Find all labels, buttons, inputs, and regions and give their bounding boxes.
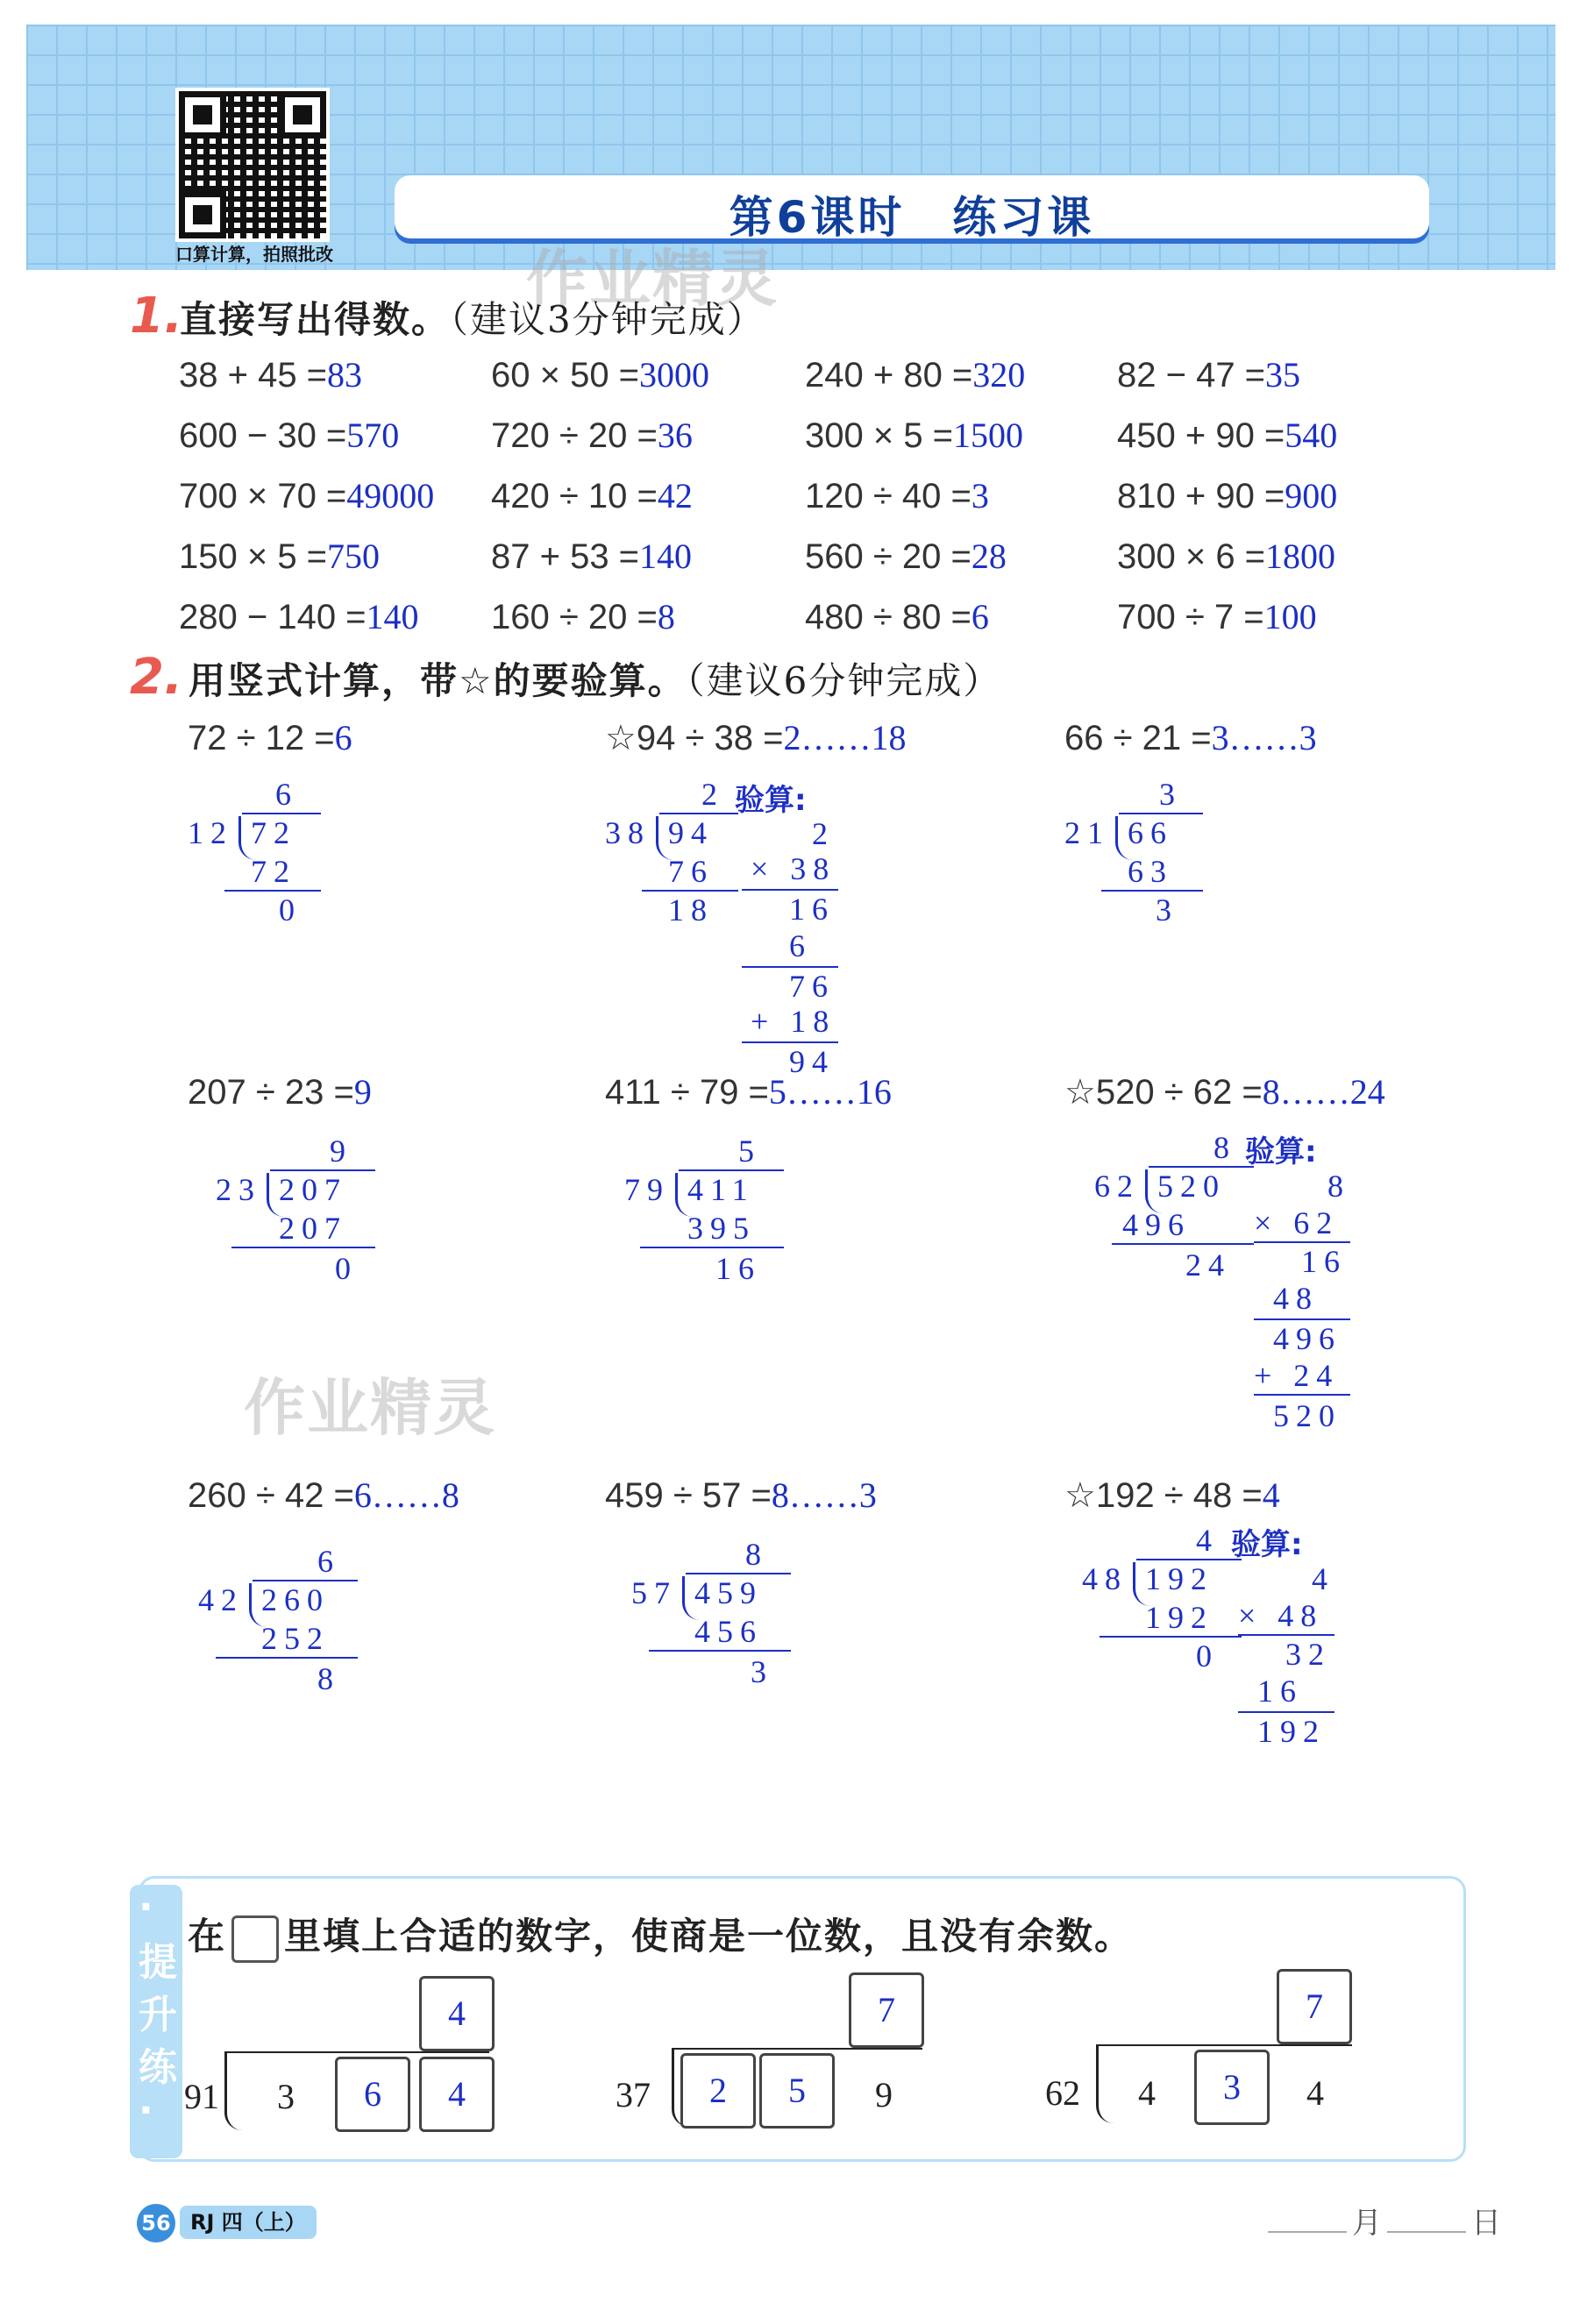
division-problem: 66 ÷ 21 =3……3: [1064, 718, 1317, 757]
answer-box[interactable]: 7: [1277, 1969, 1352, 2044]
book-label: RJ 四（上）: [180, 2206, 317, 2239]
answer: 140: [366, 597, 419, 636]
section-1-title: 直接写出得数。（建议3分钟完成）: [180, 298, 765, 341]
mental-math-item: 810 + 90 =900: [1117, 476, 1338, 515]
watermark: 作业精灵: [244, 1372, 496, 1444]
answer: 8: [657, 597, 675, 636]
extension-instruction: 在 里填上合适的数字，使商是一位数，且没有余数。: [188, 1908, 1133, 1963]
division-problem: 207 ÷ 23 =9: [188, 1072, 372, 1112]
section-1-note: （建议3分钟完成）: [450, 298, 765, 341]
check-label: 验算:: [735, 783, 807, 818]
mental-math-item: 700 ÷ 7 =100: [1117, 597, 1317, 636]
section-2-title: 用竖式计算，带☆的要验算。（建议6分钟完成）: [189, 659, 1002, 702]
answer: 1500: [953, 416, 1024, 455]
answer-box[interactable]: 5: [759, 2053, 835, 2129]
mental-math-item: 600 − 30 =570: [179, 416, 400, 455]
extension-side-label: · 提 升 练 ·: [130, 1885, 182, 2158]
answer: 36: [657, 416, 693, 455]
answer: 750: [327, 537, 381, 576]
answer: 570: [346, 416, 400, 455]
division-problem: 72 ÷ 12 =6: [188, 718, 352, 757]
answer: 540: [1285, 416, 1338, 455]
mental-math-item: 82 − 47 =35: [1117, 355, 1301, 394]
answer-box[interactable]: 7: [849, 1972, 924, 2048]
date-field[interactable]: 月 日: [1263, 2199, 1501, 2242]
answer-box[interactable]: 6: [335, 2057, 410, 2132]
qr-caption: 口算计算，拍照批改: [175, 244, 333, 265]
answer: 140: [639, 537, 693, 576]
blank-box-sample: [231, 1915, 279, 1963]
worksheet-page: 口算计算，拍照批改 第6课时 练习课 作业精灵 作业精灵 1. 直接写出得数。（建议3分钟完成） 38 + 45 =83 60 × 50 =3000 240 + 80 =320 82 − 47 =35 600 − 30 =570 720 ÷ 20 =36 300 × 5 =1500 450 + 90 =540 700 × 70 =49000 420 ÷ 10 =42 120 ÷ 40 =3 810 + 90 =900 150 × 5 =750 87 + 53 =140 560 ÷ 20 =28 300 × 6 =1800 280 − 140 =140 160 ÷ 20 =8 480 ÷ 80 =6 700 ÷ 7 =100 2. 用竖式计算，带☆的要验算。（建议6分钟完成） 72 ÷ 12 =6 ☆94 ÷ 38 =2……18 66 ÷ 21 =3……3 207 ÷ 23 =9 411 ÷ 79 =5……16 ☆520 ÷ 62 =8……24 260 ÷ 42 =6……8 459 ÷ 57 =8……3 ☆192 ÷ 48 =4 6 12 72 72 0 2 38 94 76 18 验算: 2 × 38 16 6 76 + 18 94 3 21 66 63 3 9 23 207 207 0 5 79 411 395 16 8 62 520 496 24 验算: 8 × 62 16 48 496 + 24 520 6 42 260 252 8 8 57 459 456 3 4 48 192 192 0 验算: 4 × 48 32 16 192 · 提 升 练 · 在 里填上合适的数字，使商是一位数，且没有余数。 4 91 3 6 4 7 37 2 5 9 7 62 4 3 4 56 RJ 四（上） 月 日: [0, 0, 1580, 2324]
division-problem: 411 ÷ 79 =5……16: [605, 1072, 892, 1112]
mental-math-item: 700 × 70 =49000: [179, 476, 435, 515]
mental-math-item: 450 + 90 =540: [1117, 416, 1338, 455]
mental-math-item: 560 ÷ 20 =28: [805, 537, 1007, 576]
answer: 3: [971, 476, 989, 515]
check-label: 验算:: [1231, 1527, 1303, 1562]
mental-math-item: 420 ÷ 10 =42: [491, 476, 693, 515]
mental-math-item: 60 × 50 =3000: [491, 355, 710, 394]
mental-math-item: 120 ÷ 40 =3: [805, 476, 989, 515]
answer: 6: [971, 597, 989, 636]
answer: 42: [657, 476, 693, 515]
mental-math-item: 87 + 53 =140: [491, 537, 693, 576]
division-problem: ☆94 ÷ 38 =2……18: [605, 718, 907, 757]
answer: 900: [1285, 476, 1338, 515]
answer: 83: [327, 355, 363, 394]
answer: 49000: [346, 476, 435, 515]
watermark: 作业精灵: [526, 243, 779, 315]
mental-math-item: 38 + 45 =83: [179, 355, 363, 394]
mental-math-item: 280 − 140 =140: [179, 597, 419, 636]
mental-math-item: 150 × 5 =750: [179, 537, 381, 576]
mental-math-item: 300 × 5 =1500: [805, 416, 1024, 455]
answer: 3000: [639, 355, 710, 394]
division-problem: 260 ÷ 42 =6……8: [188, 1475, 459, 1515]
answer: 28: [971, 537, 1007, 576]
answer-box[interactable]: 4: [419, 1976, 495, 2051]
answer: 1800: [1265, 537, 1336, 576]
mental-math-item: 720 ÷ 20 =36: [491, 416, 693, 455]
answer-box[interactable]: 4: [419, 2057, 495, 2132]
answer: 320: [972, 355, 1026, 394]
page-number: 56: [137, 2204, 175, 2242]
section-1-number: 1.: [130, 288, 183, 345]
mental-math-item: 160 ÷ 20 =8: [491, 597, 675, 636]
division-problem: 459 ÷ 57 =8……3: [605, 1475, 877, 1515]
answer: 100: [1263, 597, 1317, 636]
qr-code[interactable]: [175, 88, 330, 242]
section-2-note: （建议6分钟完成）: [686, 659, 1002, 702]
division-problem: ☆192 ÷ 48 =4: [1064, 1475, 1280, 1515]
lesson-title: 第6课时 练习课: [729, 192, 1095, 243]
mental-math-item: 480 ÷ 80 =6: [805, 597, 989, 636]
answer-box[interactable]: 3: [1194, 2050, 1270, 2125]
division-problem: ☆520 ÷ 62 =8……24: [1064, 1072, 1385, 1112]
check-label: 验算:: [1245, 1134, 1317, 1169]
answer-box[interactable]: 2: [680, 2053, 756, 2129]
section-2-number: 2.: [130, 649, 183, 706]
mental-math-item: 300 × 6 =1800: [1117, 537, 1336, 576]
answer: 35: [1265, 355, 1301, 394]
mental-math-item: 240 + 80 =320: [805, 355, 1026, 394]
